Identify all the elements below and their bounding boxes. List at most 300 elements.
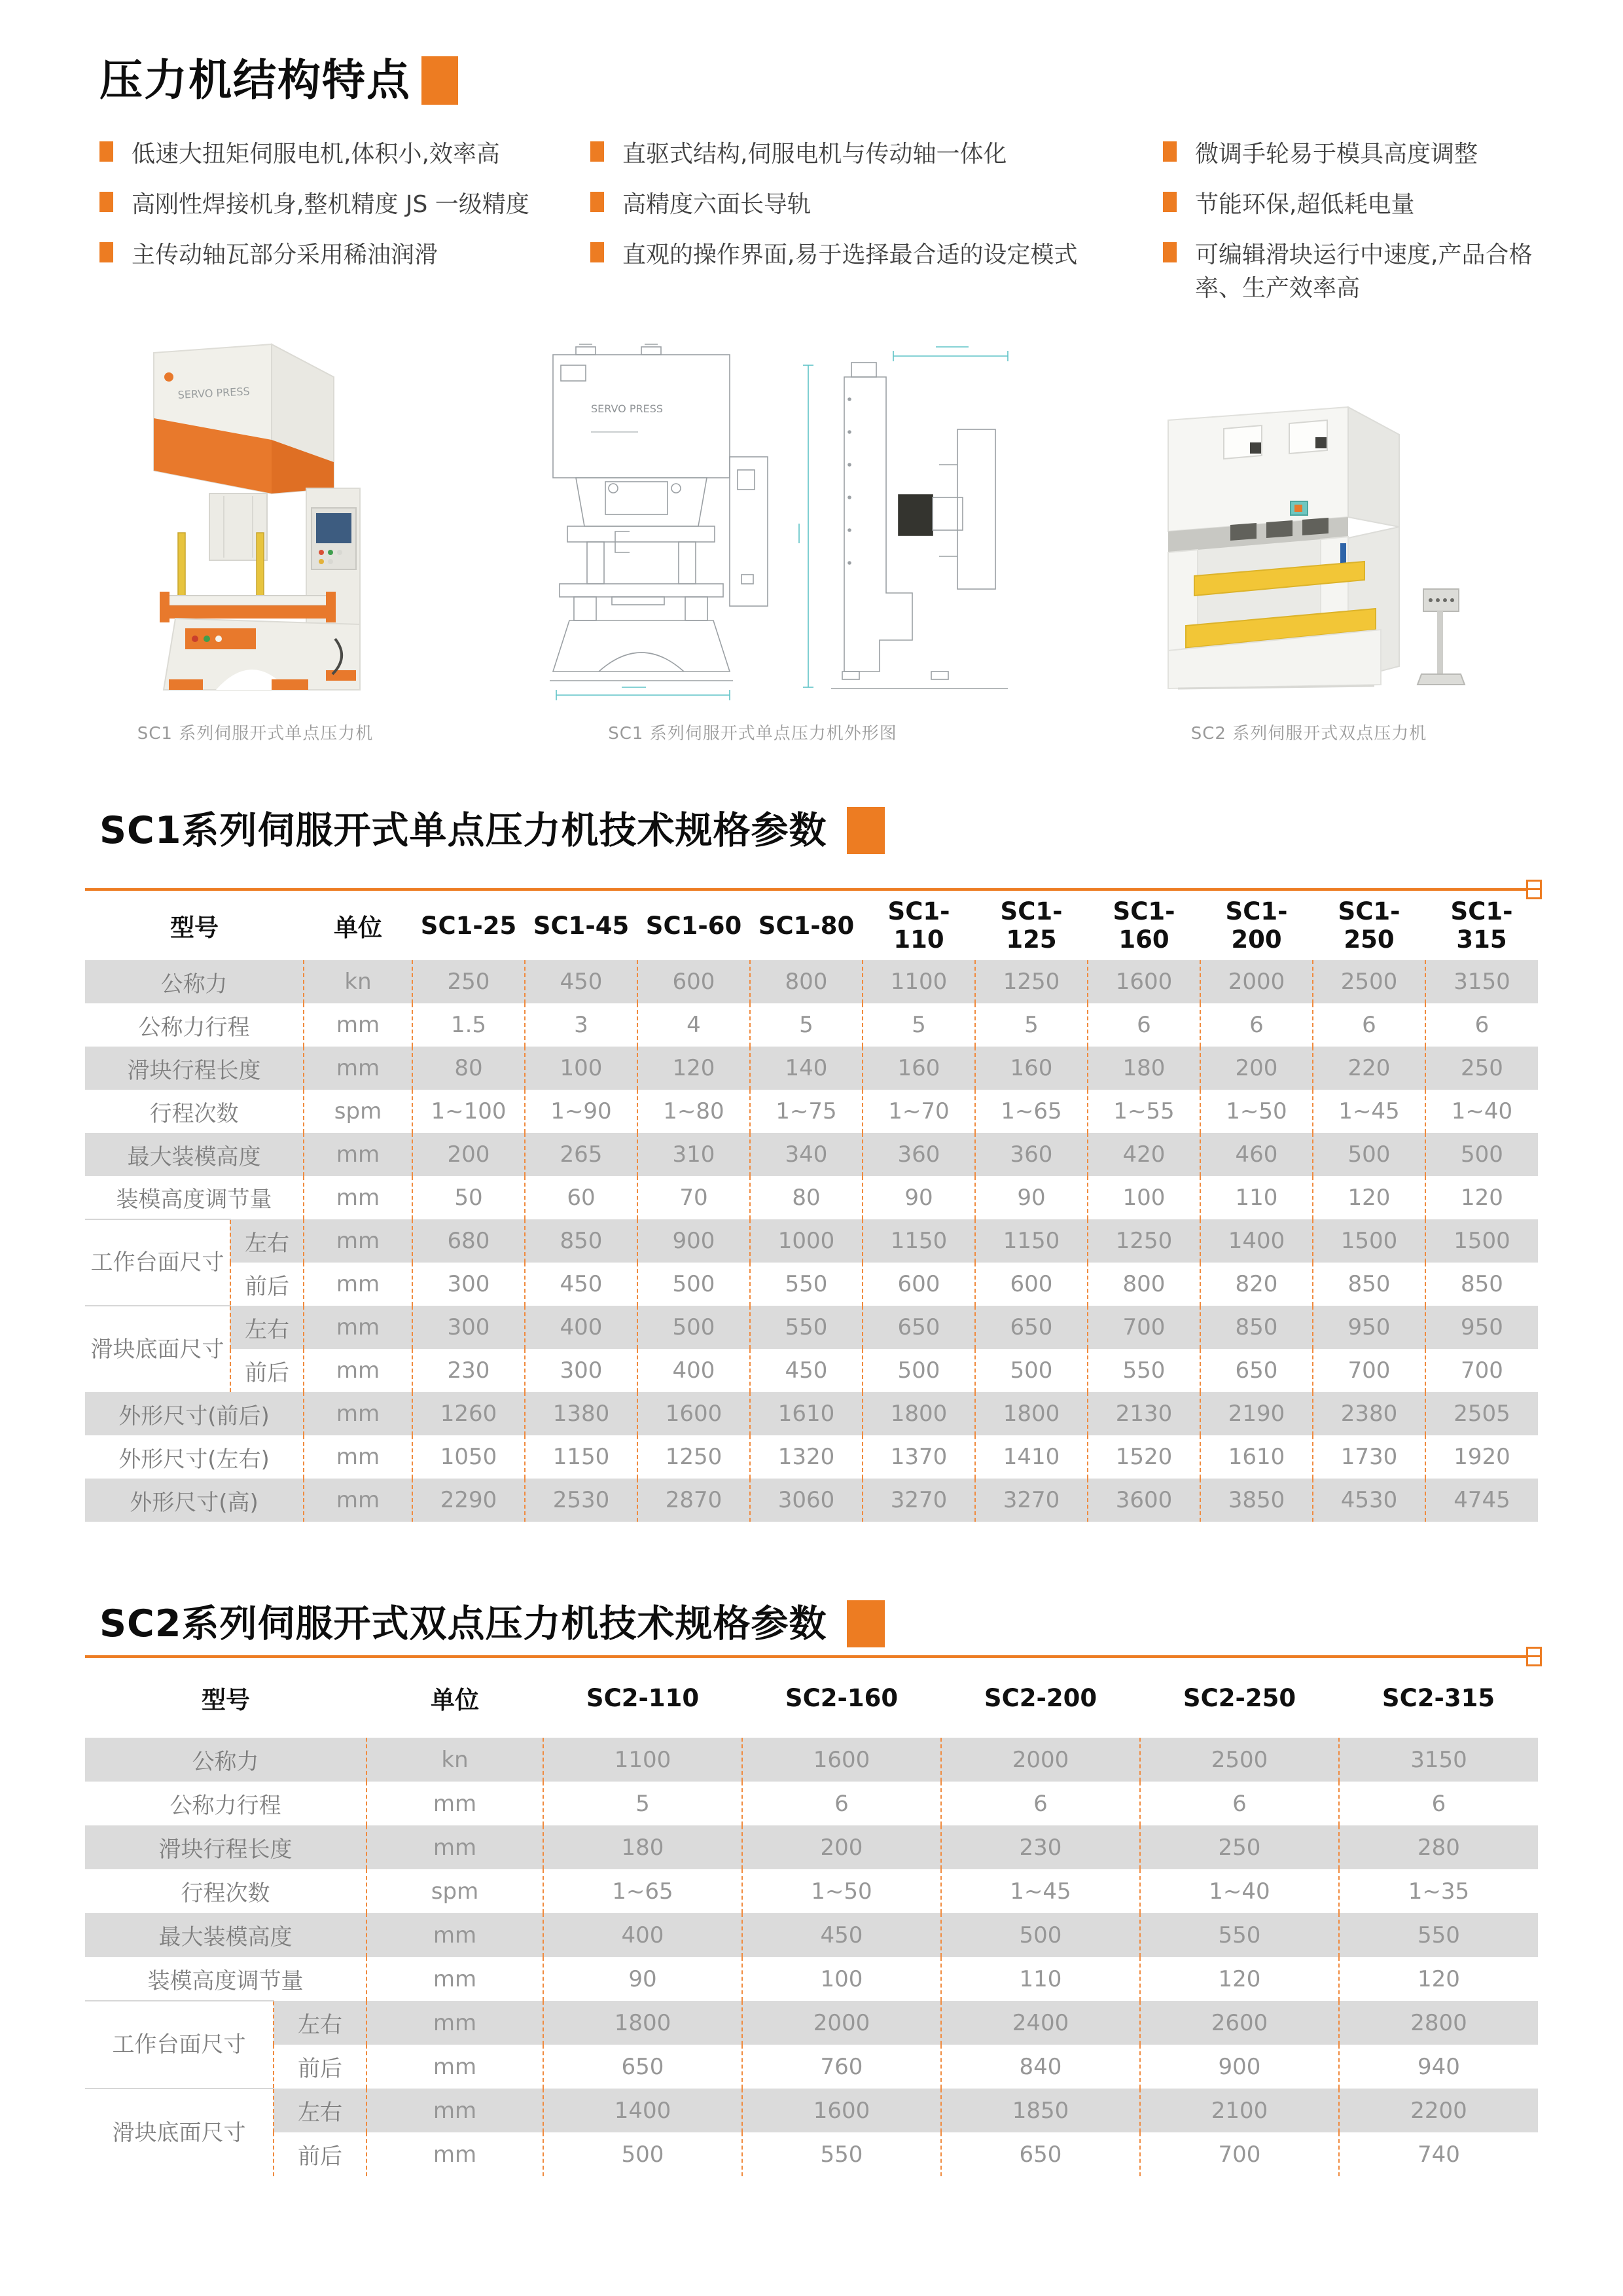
spec-value: 1~35	[1339, 1869, 1538, 1913]
spec-row	[85, 2001, 1538, 2045]
spec-row	[85, 2045, 1538, 2089]
spec-row	[85, 1738, 1538, 1782]
spec-value: 500	[1425, 1133, 1538, 1176]
row-label: 外形尺寸(左右)	[118, 1446, 270, 1473]
spec-value: 550	[750, 1263, 863, 1306]
spec-row	[85, 960, 1538, 1003]
spec-row	[85, 1913, 1538, 1957]
row-sub-label: 前后	[230, 1263, 304, 1306]
feature-text: 直驱式结构,伺服电机与传动轴一体化	[622, 141, 1007, 168]
spec-row	[85, 1306, 1538, 1349]
spec-value: 5	[975, 1003, 1088, 1047]
spec-value: 1920	[1425, 1435, 1538, 1479]
spec-row	[85, 1349, 1538, 1392]
spec-value: 1100	[543, 1738, 742, 1782]
spec-value: 3150	[1339, 1738, 1538, 1782]
spec-value: 450	[525, 1263, 637, 1306]
row-unit: mm	[304, 1349, 412, 1392]
row-label: 装模高度调节量	[147, 1967, 304, 1994]
spec-value: 2500	[1313, 960, 1425, 1003]
spec-value: 650	[941, 2132, 1140, 2176]
feature-item	[99, 188, 590, 221]
row-label: 公称力行程	[138, 1014, 250, 1041]
feature-item	[590, 238, 1163, 272]
spec-value: 3270	[975, 1479, 1088, 1522]
spec-value: 140	[750, 1047, 863, 1090]
spec-row	[85, 1133, 1538, 1176]
sc1-outline-drawing	[474, 334, 1031, 700]
spec-value: 1410	[975, 1435, 1088, 1479]
spec-value: 400	[637, 1349, 750, 1392]
spec-value: 1800	[543, 2001, 742, 2045]
spec-value: 1~45	[1313, 1090, 1425, 1133]
spec-value: 90	[543, 1957, 742, 2001]
sc1-press-illustration	[115, 336, 396, 700]
spec-value: 6	[1425, 1003, 1538, 1047]
spec-value: 3	[525, 1003, 637, 1047]
spec-value: 80	[750, 1176, 863, 1219]
spec-value: 2000	[941, 1738, 1140, 1782]
col-header: SC1-45	[533, 911, 630, 940]
spec-value: 800	[750, 960, 863, 1003]
row-label: 公称力行程	[169, 1793, 281, 1820]
spec-value: 1250	[637, 1435, 750, 1479]
spec-value: 200	[412, 1133, 525, 1176]
col-header: SC1-80	[758, 911, 855, 940]
spec-row	[85, 1263, 1538, 1306]
product-figures	[85, 334, 1538, 744]
row-unit: mm	[304, 1047, 412, 1090]
spec-value: 1800	[863, 1392, 975, 1435]
spec-value: 400	[525, 1306, 637, 1349]
spec-value: 500	[637, 1263, 750, 1306]
spec-value: 120	[1339, 1957, 1538, 2001]
spec-value: 250	[1140, 1825, 1339, 1869]
col-header: SC1-60	[645, 911, 742, 940]
spec-value: 650	[975, 1306, 1088, 1349]
row-unit: mm	[304, 1479, 412, 1522]
sc2-section-title: SC2系列伺服开式双点压力机技术规格参数	[99, 1602, 827, 1646]
spec-value: 1500	[1425, 1219, 1538, 1263]
feature-text: 可编辑滑块运行中速度,产品合格率、生产效率高	[1195, 242, 1533, 302]
spec-value: 450	[525, 960, 637, 1003]
spec-value: 120	[1313, 1176, 1425, 1219]
row-label: 最大装模高度	[85, 1133, 304, 1176]
spec-value: 180	[543, 1825, 742, 1869]
spec-value: 550	[1088, 1349, 1200, 1392]
bullet-square-icon	[99, 192, 113, 212]
row-unit: mm	[304, 1176, 412, 1219]
spec-value: 500	[863, 1349, 975, 1392]
spec-value: 250	[1425, 1047, 1538, 1090]
spec-value: 250	[412, 960, 525, 1003]
spec-value: 2000	[1200, 960, 1313, 1003]
feature-item	[1163, 238, 1569, 305]
spec-value: 2870	[637, 1479, 750, 1522]
spec-value: 120	[1140, 1957, 1339, 2001]
spec-value: 2190	[1200, 1392, 1313, 1435]
row-group-label: 工作台面尺寸	[85, 1219, 230, 1306]
spec-value: 1400	[543, 2089, 742, 2132]
spec-value: 1320	[750, 1435, 863, 1479]
row-label: 公称力	[85, 960, 304, 1003]
feature-text: 节能环保,超低耗电量	[1195, 191, 1415, 219]
spec-value: 200	[742, 1825, 941, 1869]
bullet-square-icon	[1163, 192, 1177, 212]
row-label: 行程次数	[149, 1100, 239, 1127]
col-header: SC1-110	[887, 897, 950, 954]
spec-value: 90	[863, 1176, 975, 1219]
spec-value: 60	[525, 1176, 637, 1219]
feature-item	[1163, 188, 1569, 221]
spec-value: 300	[412, 1306, 525, 1349]
spec-value: 2000	[742, 2001, 941, 2045]
spec-row	[85, 2132, 1538, 2176]
spec-value: 360	[863, 1133, 975, 1176]
spec-value: 400	[543, 1913, 742, 1957]
spec-value: 1600	[637, 1392, 750, 1435]
sc2-press-image	[1080, 334, 1538, 700]
row-unit: kn	[304, 960, 412, 1003]
spec-value: 500	[637, 1306, 750, 1349]
spec-row	[85, 1392, 1538, 1435]
spec-value: 1~65	[543, 1869, 742, 1913]
feature-column-2	[590, 137, 1163, 322]
spec-value: 4745	[1425, 1479, 1538, 1522]
row-unit: mm	[304, 1263, 412, 1306]
spec-value: 1250	[1088, 1219, 1200, 1263]
sc1-spec-table	[85, 891, 1538, 1522]
table-top-rule	[85, 1655, 1538, 1658]
row-sub-label: 左右	[274, 2001, 366, 2045]
spec-value: 6	[1088, 1003, 1200, 1047]
row-label: 外形尺寸(高)	[85, 1479, 304, 1522]
col-header: SC2-200	[984, 1683, 1097, 1712]
row-label: 行程次数	[181, 1880, 270, 1907]
spec-value: 90	[975, 1176, 1088, 1219]
spec-value: 2505	[1425, 1392, 1538, 1435]
row-label: 装模高度调节量	[116, 1187, 272, 1213]
row-group-label: 滑块底面尺寸	[85, 2089, 274, 2176]
spec-value: 1~45	[941, 1869, 1140, 1913]
spec-value: 2290	[412, 1479, 525, 1522]
feature-text: 高精度六面长导轨	[622, 191, 812, 219]
spec-row	[85, 1090, 1538, 1133]
spec-value: 2800	[1339, 2001, 1538, 2045]
row-unit: spm	[304, 1090, 412, 1133]
spec-value: 1250	[975, 960, 1088, 1003]
spec-value: 1~75	[750, 1090, 863, 1133]
row-unit: spm	[366, 1869, 543, 1913]
spec-value: 740	[1339, 2132, 1538, 2176]
spec-value: 1600	[742, 1738, 941, 1782]
sc1-drawing-image	[425, 334, 1080, 700]
spec-value: 600	[637, 960, 750, 1003]
spec-value: 1600	[1088, 960, 1200, 1003]
spec-value: 2100	[1140, 2089, 1339, 2132]
row-label: 最大装模高度	[85, 1913, 366, 1957]
spec-value: 2600	[1140, 2001, 1339, 2045]
spec-value: 6	[1140, 1782, 1339, 1825]
feature-list	[85, 137, 1538, 322]
feature-column-3	[1163, 137, 1569, 322]
row-sub-label: 前后	[274, 2045, 366, 2089]
col-header: SC2-250	[1183, 1683, 1296, 1712]
row-unit: mm	[366, 2045, 543, 2089]
spec-value: 3150	[1425, 960, 1538, 1003]
spec-value: 4	[637, 1003, 750, 1047]
spec-value: 1~50	[1200, 1090, 1313, 1133]
row-group-label: 工作台面尺寸	[85, 2001, 274, 2089]
spec-value: 5	[543, 1782, 742, 1825]
spec-value: 1370	[863, 1435, 975, 1479]
title-accent-square	[421, 56, 458, 105]
spec-value: 1850	[941, 2089, 1140, 2132]
spec-value: 100	[742, 1957, 941, 2001]
spec-value: 700	[1140, 2132, 1339, 2176]
spec-value: 600	[863, 1263, 975, 1306]
spec-value: 1~70	[863, 1090, 975, 1133]
spec-value: 600	[975, 1263, 1088, 1306]
spec-value: 120	[1425, 1176, 1538, 1219]
spec-value: 230	[412, 1349, 525, 1392]
col-header: SC1-315	[1450, 897, 1513, 954]
spec-value: 3060	[750, 1479, 863, 1522]
spec-value: 2200	[1339, 2089, 1538, 2132]
spec-value: 6	[1339, 1782, 1538, 1825]
feature-item	[590, 137, 1163, 171]
feature-item	[99, 238, 590, 272]
sc2-section-header	[85, 1600, 1538, 1647]
spec-value: 500	[1313, 1133, 1425, 1176]
spec-value: 160	[863, 1047, 975, 1090]
spec-value: 420	[1088, 1133, 1200, 1176]
spec-value: 300	[525, 1349, 637, 1392]
spec-value: 200	[1200, 1047, 1313, 1090]
spec-row	[85, 1957, 1538, 2001]
col-header: SC1-160	[1113, 897, 1175, 954]
col-header: SC1-250	[1338, 897, 1400, 954]
spec-value: 950	[1425, 1306, 1538, 1349]
row-unit: mm	[304, 1306, 412, 1349]
sc1-press-image	[85, 334, 425, 700]
svg-text:SERVO PRESS: SERVO PRESS	[177, 385, 251, 402]
title-accent-square	[847, 1600, 885, 1647]
row-unit: mm	[366, 1913, 543, 1957]
spec-value: 450	[750, 1349, 863, 1392]
spec-value: 1~40	[1140, 1869, 1339, 1913]
spec-value: 1520	[1088, 1435, 1200, 1479]
spec-row	[85, 1825, 1538, 1869]
spec-row	[85, 1047, 1538, 1090]
spec-value: 180	[1088, 1047, 1200, 1090]
feature-text: 低速大扭矩伺服电机,体积小,效率高	[132, 141, 500, 168]
spec-value: 2130	[1088, 1392, 1200, 1435]
spec-value: 220	[1313, 1047, 1425, 1090]
spec-value: 2400	[941, 2001, 1140, 2045]
spec-value: 1730	[1313, 1435, 1425, 1479]
spec-value: 1610	[750, 1392, 863, 1435]
feature-text: 主传动轴瓦部分采用稀油润滑	[132, 242, 438, 269]
spec-value: 650	[863, 1306, 975, 1349]
table-corner-icon	[1526, 880, 1542, 899]
row-sub-label: 前后	[230, 1349, 304, 1392]
spec-value: 500	[543, 2132, 742, 2176]
bullet-square-icon	[590, 242, 604, 262]
sc2-spec-section	[85, 1600, 1538, 2176]
row-unit: mm	[366, 1957, 543, 2001]
spec-value: 900	[1140, 2045, 1339, 2089]
spec-value: 5	[863, 1003, 975, 1047]
title-accent-square	[847, 807, 885, 854]
spec-value: 1.5	[412, 1003, 525, 1047]
spec-value: 550	[1140, 1913, 1339, 1957]
row-label: 滑块行程长度	[85, 1047, 304, 1090]
row-unit: mm	[304, 1133, 412, 1176]
row-sub-label: 前后	[274, 2132, 366, 2176]
spec-value: 3850	[1200, 1479, 1313, 1522]
sc1-section-title: SC1系列伺服开式单点压力机技术规格参数	[99, 809, 827, 853]
spec-value: 1000	[750, 1219, 863, 1263]
spec-value: 80	[412, 1047, 525, 1090]
row-unit: mm	[366, 2001, 543, 2045]
spec-value: 5	[750, 1003, 863, 1047]
feature-column-1	[99, 137, 590, 322]
sc1-section-header	[85, 807, 1538, 854]
spec-row	[85, 1869, 1538, 1913]
spec-value: 680	[412, 1219, 525, 1263]
feature-text: 微调手轮易于模具高度调整	[1195, 141, 1478, 168]
spec-value: 700	[1313, 1349, 1425, 1392]
spec-value: 450	[742, 1913, 941, 1957]
spec-value: 3600	[1088, 1479, 1200, 1522]
spec-value: 700	[1425, 1349, 1538, 1392]
table-corner-icon	[1526, 1647, 1542, 1666]
spec-value: 280	[1339, 1825, 1538, 1869]
spec-value: 1150	[525, 1435, 637, 1479]
spec-value: 3270	[863, 1479, 975, 1522]
row-group-label: 滑块底面尺寸	[85, 1306, 230, 1392]
table-top-rule	[85, 888, 1538, 891]
col-header: SC2-160	[785, 1683, 899, 1712]
figure-caption: SC2 系列伺服开式双点压力机	[1190, 724, 1427, 744]
spec-value: 4530	[1313, 1479, 1425, 1522]
spec-value: 1610	[1200, 1435, 1313, 1479]
spec-row	[85, 1479, 1538, 1522]
spec-row	[85, 1435, 1538, 1479]
spec-value: 2380	[1313, 1392, 1425, 1435]
row-unit: mm	[304, 1219, 412, 1263]
spec-value: 550	[750, 1306, 863, 1349]
spec-row	[85, 2089, 1538, 2132]
spec-value: 340	[750, 1133, 863, 1176]
page-title: 压力机结构特点	[99, 54, 411, 105]
spec-value: 500	[941, 1913, 1140, 1957]
bullet-square-icon	[590, 141, 604, 162]
spec-value: 760	[742, 2045, 941, 2089]
spec-value: 6	[742, 1782, 941, 1825]
svg-text:SERVO PRESS: SERVO PRESS	[591, 403, 664, 416]
spec-value: 800	[1088, 1263, 1200, 1306]
row-unit: kn	[366, 1738, 543, 1782]
spec-row	[85, 1003, 1538, 1047]
spec-value: 650	[1200, 1349, 1313, 1392]
figure-sc2-press	[1080, 334, 1538, 744]
spec-value: 1260	[412, 1392, 525, 1435]
spec-value: 900	[637, 1219, 750, 1263]
spec-value: 950	[1313, 1306, 1425, 1349]
spec-value: 2500	[1140, 1738, 1339, 1782]
spec-value: 300	[412, 1263, 525, 1306]
spec-value: 460	[1200, 1133, 1313, 1176]
spec-value: 850	[1425, 1263, 1538, 1306]
spec-value: 6	[941, 1782, 1140, 1825]
spec-value: 840	[941, 2045, 1140, 2089]
row-label: 滑块行程长度	[85, 1825, 366, 1869]
col-header-model: 型号	[202, 1686, 250, 1715]
spec-row	[85, 1219, 1538, 1263]
row-unit: mm	[366, 1782, 543, 1825]
spec-value: 120	[637, 1047, 750, 1090]
spec-value: 1150	[975, 1219, 1088, 1263]
bullet-square-icon	[99, 141, 113, 162]
col-header-model: 型号	[170, 914, 219, 942]
col-header-unit: 单位	[334, 914, 382, 942]
spec-value: 850	[1313, 1263, 1425, 1306]
spec-value: 6	[1200, 1003, 1313, 1047]
row-sub-label: 左右	[230, 1306, 304, 1349]
row-unit: mm	[304, 1392, 412, 1435]
spec-value: 1~65	[975, 1090, 1088, 1133]
row-unit: mm	[304, 1435, 412, 1479]
spec-value: 310	[637, 1133, 750, 1176]
bullet-square-icon	[1163, 242, 1177, 262]
spec-value: 1380	[525, 1392, 637, 1435]
row-label: 外形尺寸(前后)	[85, 1392, 304, 1435]
bullet-square-icon	[590, 192, 604, 212]
spec-value: 1~55	[1088, 1090, 1200, 1133]
spec-value: 1150	[863, 1219, 975, 1263]
col-header: SC2-315	[1382, 1683, 1495, 1712]
row-unit: mm	[366, 2132, 543, 2176]
spec-value: 850	[1200, 1306, 1313, 1349]
spec-value: 70	[637, 1176, 750, 1219]
spec-value: 850	[525, 1219, 637, 1263]
col-header: SC1-25	[420, 911, 517, 940]
feature-text: 直观的操作界面,易于选择最合适的设定模式	[622, 242, 1078, 269]
bullet-square-icon	[1163, 141, 1177, 162]
spec-value: 820	[1200, 1263, 1313, 1306]
col-header: SC1-200	[1225, 897, 1288, 954]
row-sub-label: 左右	[230, 1219, 304, 1263]
row-sub-label: 左右	[274, 2089, 366, 2132]
feature-item	[99, 137, 590, 171]
spec-value: 1600	[742, 2089, 941, 2132]
spec-value: 230	[941, 1825, 1140, 1869]
figure-caption: SC1 系列伺服开式单点压力机	[137, 724, 374, 744]
feature-text: 高刚性焊接机身,整机精度 JS 一级精度	[132, 191, 529, 219]
col-header: SC2-110	[586, 1683, 700, 1712]
row-unit: mm	[366, 2089, 543, 2132]
spec-value: 1~100	[412, 1090, 525, 1133]
col-header: SC1-125	[1000, 897, 1063, 954]
spec-value: 360	[975, 1133, 1088, 1176]
feature-item	[1163, 137, 1569, 171]
feature-item	[590, 188, 1163, 221]
spec-value: 50	[412, 1176, 525, 1219]
spec-value: 1~90	[525, 1090, 637, 1133]
spec-value: 650	[543, 2045, 742, 2089]
